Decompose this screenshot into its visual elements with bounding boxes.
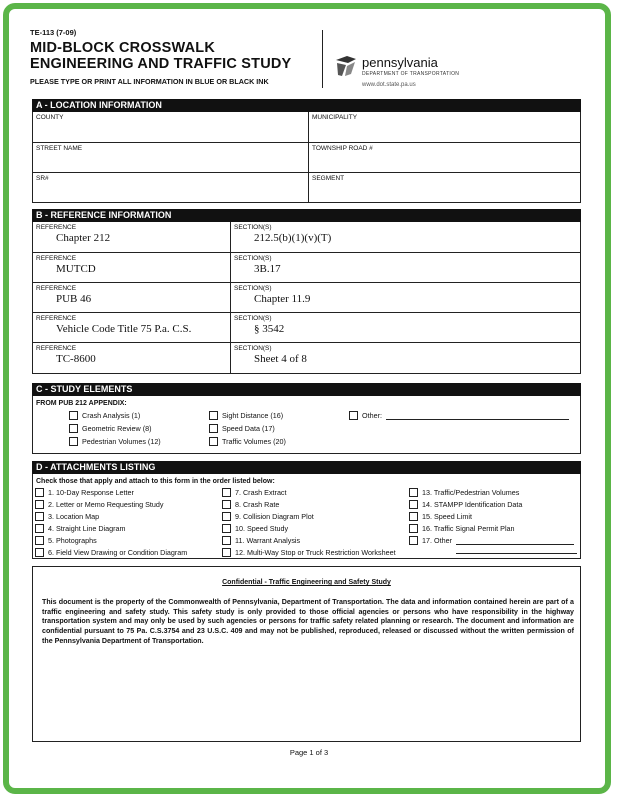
- pub-212-appendix-label: FROM PUB 212 APPENDIX:: [36, 400, 127, 407]
- attachment-option: [222, 524, 288, 533]
- option-label: 7. Crash Extract: [235, 488, 287, 497]
- attachment-option: [409, 500, 522, 509]
- section-field[interactable]: [231, 343, 580, 373]
- attachment-option: [35, 500, 163, 509]
- option-label: 14. STAMPP Identification Data: [422, 500, 523, 509]
- attachment-option: [35, 524, 126, 533]
- attachment-option: [222, 512, 314, 521]
- option-label: 2. Letter or Memo Requesting Study: [48, 500, 164, 509]
- option-label: 8. Crash Rate: [235, 500, 280, 509]
- reference-row: [33, 342, 580, 373]
- option-label: Crash Analysis (1): [82, 411, 141, 420]
- section-a-grid: [32, 112, 581, 203]
- county-label: COUNTY: [36, 114, 64, 121]
- reference-value: MUTCD: [56, 263, 96, 275]
- reference-field[interactable]: [33, 222, 231, 252]
- township-road-label: TOWNSHIP ROAD #: [312, 145, 373, 152]
- segment-label: SEGMENT: [312, 175, 345, 182]
- agency-department: DEPARTMENT OF TRANSPORTATION: [362, 71, 460, 77]
- reference-row: [33, 282, 580, 312]
- option-label: Pedestrian Volumes (12): [82, 437, 161, 446]
- section-label: SECTION(S): [234, 285, 272, 292]
- reference-field[interactable]: [33, 343, 231, 373]
- section-value: § 3542: [254, 323, 285, 335]
- attachment-option: [35, 512, 99, 521]
- ink-instructions: PLEASE TYPE OR PRINT ALL INFORMATION IN BLUE OR BLACK INK: [30, 77, 269, 86]
- confidential-notice: This document is the property of the Commonwealth of Pennsylvania, Department of Transportation. The data and information contained herein are part of a traffic engineering and safety study. This safety study is only provided to those official agencies or persons who have responsibility in the highway transportation system and may only be used by such agencies or persons for traffic safety related planning or research. The document and information are confidential pursuant to 75 Pa. C.S.3754 and 23 U.S.C. 409 and may not be published, reproduced, released or discussed without the written permission of the Pennsylvania Department of Transportation.: [42, 598, 574, 645]
- attachments-instructions: Check those that apply and attach to this form in the order listed below:: [36, 478, 275, 485]
- reference-row: [33, 222, 580, 252]
- attachment-option: [35, 548, 187, 557]
- option-label: 12. Multi-Way Stop or Truck Restriction Worksheet: [235, 548, 396, 557]
- section-field[interactable]: [231, 253, 580, 282]
- study-option: [209, 437, 286, 446]
- option-label: 6. Field View Drawing or Condition Diagram: [48, 548, 188, 557]
- attachment-5-checkbox[interactable]: [35, 536, 44, 545]
- title-line-1: MID-BLOCK CROSSWALK: [30, 40, 216, 56]
- option-label: Other:: [362, 411, 382, 420]
- attachment-other-input-line-2[interactable]: [456, 546, 577, 554]
- section-value: 3B.17: [254, 263, 281, 275]
- page-number: Page 1 of 3: [289, 748, 329, 757]
- section-b-header: B - REFERENCE INFORMATION: [32, 209, 581, 222]
- attachment-option: [222, 488, 287, 497]
- attachment-4-checkbox[interactable]: [35, 524, 44, 533]
- option-label: 3. Location Map: [48, 512, 100, 521]
- attachment-option: [222, 536, 300, 545]
- street-name-field[interactable]: [33, 143, 309, 172]
- traffic-volumes-checkbox[interactable]: [209, 437, 218, 446]
- attachment-option: [35, 536, 97, 545]
- reference-label: REFERENCE: [36, 345, 77, 352]
- pedestrian-volumes-checkbox[interactable]: [69, 437, 78, 446]
- option-label: Geometric Review (8): [82, 424, 152, 433]
- option-label: 9. Collision Diagram Plot: [235, 512, 314, 521]
- attachment-option: [409, 524, 515, 533]
- attachment-option: [222, 500, 279, 509]
- sight-distance-checkbox[interactable]: [209, 411, 218, 420]
- section-c-header: C - STUDY ELEMENTS: [32, 383, 581, 396]
- attachment-14-checkbox[interactable]: [409, 500, 418, 509]
- sr-label: SR#: [36, 175, 49, 182]
- attachment-8-checkbox[interactable]: [222, 500, 231, 509]
- study-option: [209, 411, 283, 420]
- section-label: SECTION(S): [234, 315, 272, 322]
- option-label: 16. Traffic Signal Permit Plan: [422, 524, 515, 533]
- section-value: Sheet 4 of 8: [254, 353, 307, 365]
- other-study-input[interactable]: [386, 412, 569, 420]
- study-option: [69, 424, 152, 433]
- attachment-12-checkbox[interactable]: [222, 548, 231, 557]
- option-label: 15. Speed Limit: [422, 512, 472, 521]
- municipality-label: MUNICIPALITY: [312, 114, 358, 121]
- segment-field[interactable]: [309, 173, 580, 202]
- option-label: Sight Distance (16): [222, 411, 284, 420]
- reference-label: REFERENCE: [36, 285, 77, 292]
- attachment-13-checkbox[interactable]: [409, 488, 418, 497]
- option-label: 17. Other: [422, 536, 452, 545]
- attachment-10-checkbox[interactable]: [222, 524, 231, 533]
- attachment-3-checkbox[interactable]: [35, 512, 44, 521]
- section-field[interactable]: [231, 313, 580, 342]
- reference-value: TC-8600: [56, 353, 96, 365]
- attachment-option: [409, 488, 519, 497]
- attachment-11-checkbox[interactable]: [222, 536, 231, 545]
- attachment-option-other: [409, 536, 574, 545]
- reference-label: REFERENCE: [36, 315, 77, 322]
- reference-label: REFERENCE: [36, 224, 77, 231]
- agency-name: pennsylvania: [362, 55, 438, 70]
- attachment-7-checkbox[interactable]: [222, 488, 231, 497]
- option-label: 5. Photographs: [48, 536, 97, 545]
- agency-website: www.dot.state.pa.us: [362, 82, 416, 88]
- section-d-header: D - ATTACHMENTS LISTING: [32, 461, 581, 474]
- form-number: TE-113 (7-09): [30, 28, 77, 37]
- section-value: 212.5(b)(1)(v)(T): [254, 232, 332, 244]
- municipality-field[interactable]: [309, 112, 580, 142]
- study-option: [69, 437, 161, 446]
- option-label: 11. Warrant Analysis: [235, 536, 301, 545]
- other-study-checkbox[interactable]: [349, 411, 358, 420]
- reference-value: Vehicle Code Title 75 P.a. C.S.: [56, 323, 192, 335]
- section-b-grid: [32, 222, 581, 374]
- attachment-other-input[interactable]: [456, 537, 574, 545]
- section-label: SECTION(S): [234, 255, 272, 262]
- reference-field[interactable]: [33, 283, 231, 312]
- section-a-header: A - LOCATION INFORMATION: [32, 99, 581, 112]
- attachment-6-checkbox[interactable]: [35, 548, 44, 557]
- section-label: SECTION(S): [234, 224, 272, 231]
- attachment-option: [222, 548, 396, 557]
- attachment-1-checkbox[interactable]: [35, 488, 44, 497]
- county-field[interactable]: [33, 112, 309, 142]
- option-label: Speed Data (17): [222, 424, 275, 433]
- attachment-option: [35, 488, 134, 497]
- confidential-box: [32, 566, 581, 742]
- speed-data-checkbox[interactable]: [209, 424, 218, 433]
- crash-analysis-checkbox[interactable]: [69, 411, 78, 420]
- reference-field[interactable]: [33, 313, 231, 342]
- attachment-9-checkbox[interactable]: [222, 512, 231, 521]
- township-road-field[interactable]: [309, 143, 580, 172]
- option-label: Traffic Volumes (20): [222, 437, 286, 446]
- attachment-15-checkbox[interactable]: [409, 512, 418, 521]
- reference-label: REFERENCE: [36, 255, 77, 262]
- section-field[interactable]: [231, 222, 580, 252]
- section-value: Chapter 11.9: [254, 293, 311, 305]
- street-name-label: STREET NAME: [36, 145, 83, 152]
- reference-value: Chapter 212: [56, 232, 111, 244]
- title-line-2: ENGINEERING AND TRAFFIC STUDY: [30, 56, 292, 72]
- reference-row: [33, 252, 580, 282]
- option-label: 4. Straight Line Diagram: [48, 524, 126, 533]
- section-field[interactable]: [231, 283, 580, 312]
- geometric-review-checkbox[interactable]: [69, 424, 78, 433]
- keystone-logo-icon: [334, 54, 358, 78]
- option-label: 1. 10-Day Response Letter: [48, 488, 134, 497]
- study-option-other: [349, 411, 569, 420]
- reference-row: [33, 312, 580, 342]
- confidential-title: Confidential - Traffic Engineering and Safety Study: [222, 579, 391, 586]
- sr-field[interactable]: [33, 173, 309, 202]
- section-label: SECTION(S): [234, 345, 272, 352]
- option-label: 13. Traffic/Pedestrian Volumes: [422, 488, 520, 497]
- reference-field[interactable]: [33, 253, 231, 282]
- attachment-2-checkbox[interactable]: [35, 500, 44, 509]
- form-title: [30, 40, 291, 72]
- study-option: [69, 411, 140, 420]
- study-option: [209, 424, 275, 433]
- attachment-16-checkbox[interactable]: [409, 524, 418, 533]
- attachment-17-checkbox[interactable]: [409, 536, 418, 545]
- attachment-option: [409, 512, 472, 521]
- option-label: 10. Speed Study: [235, 524, 289, 533]
- reference-value: PUB 46: [56, 293, 92, 305]
- header-divider: [322, 30, 323, 88]
